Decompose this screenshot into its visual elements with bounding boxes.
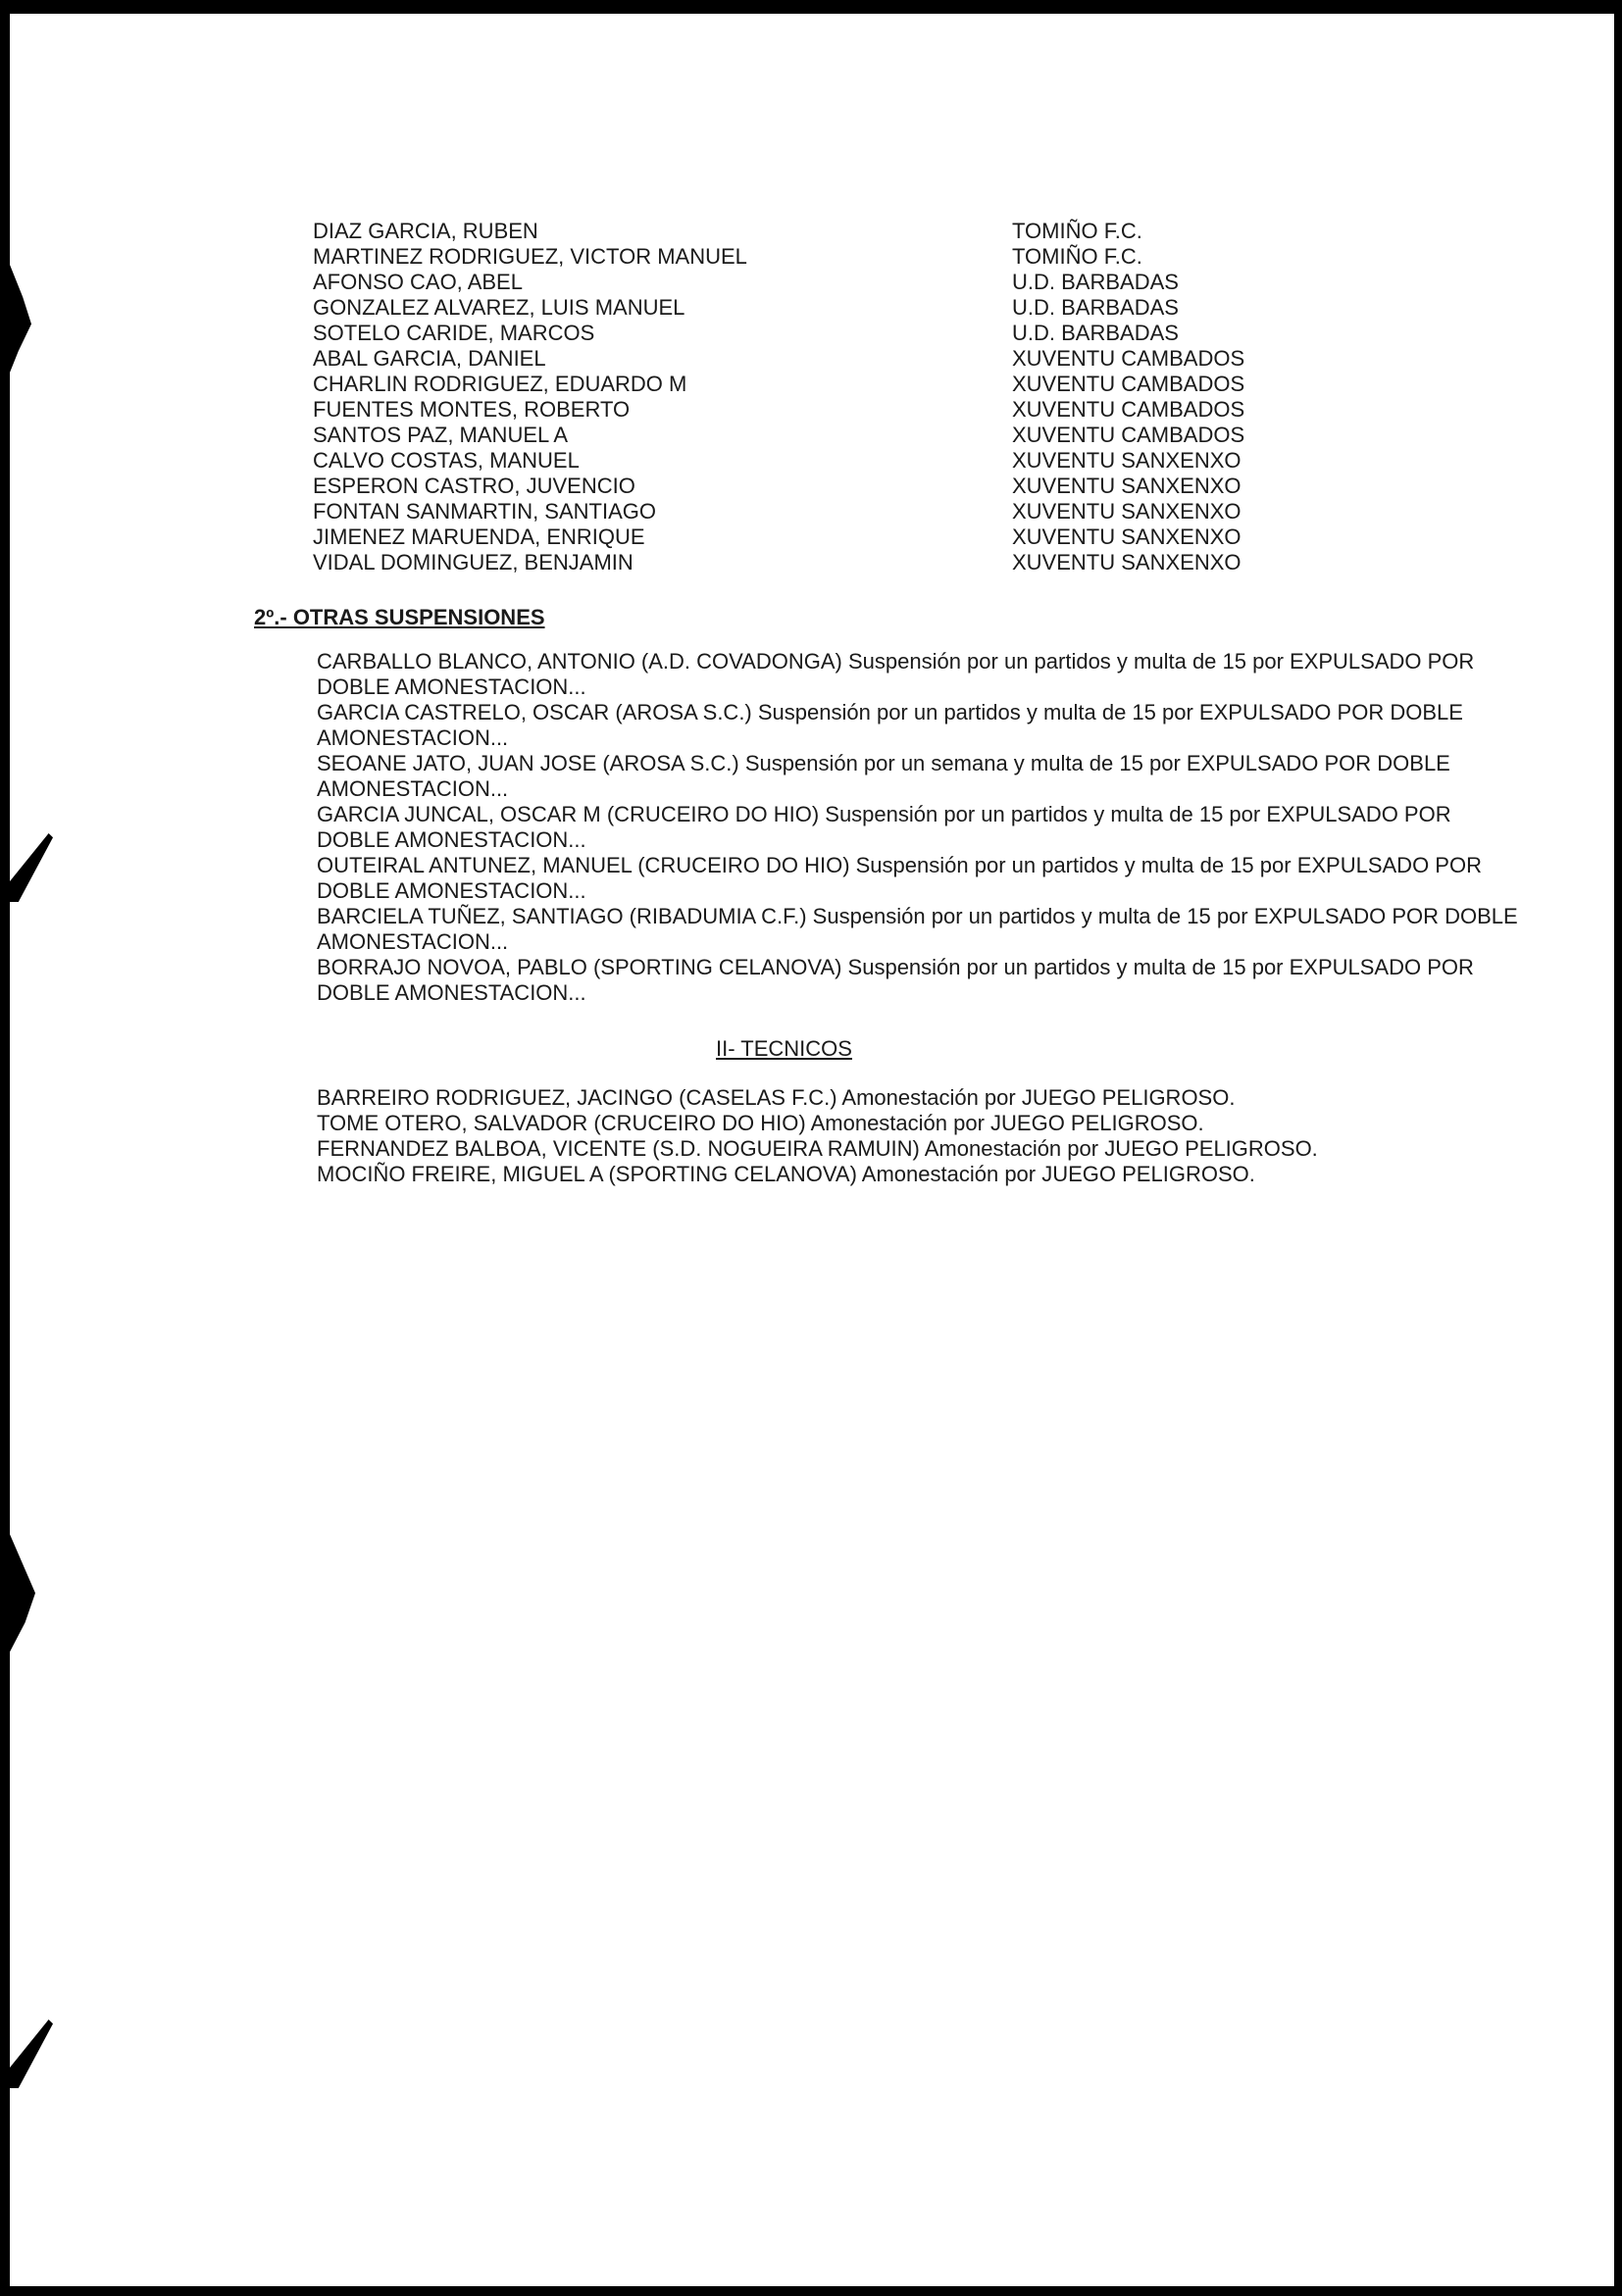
technician-item: BARREIRO RODRIGUEZ, JACINGO (CASELAS F.C.) Amonestación por JUEGO PELIGROSO. xyxy=(317,1085,1236,1110)
player-club: U.D. BARBADAS xyxy=(1012,295,1179,320)
player-club: XUVENTU CAMBADOS xyxy=(1012,372,1245,396)
player-club: XUVENTU SANXENXO xyxy=(1012,474,1242,498)
player-name: ESPERON CASTRO, JUVENCIO xyxy=(313,474,635,498)
player-name: CALVO COSTAS, MANUEL xyxy=(313,448,580,473)
player-name: SOTELO CARIDE, MARCOS xyxy=(313,321,595,345)
player-club: U.D. BARBADAS xyxy=(1012,270,1179,294)
player-row xyxy=(0,474,1622,499)
player-row xyxy=(0,244,1622,270)
player-name: FONTAN SANMARTIN, SANTIAGO xyxy=(313,499,656,524)
technician-item: MOCIÑO FREIRE, MIGUEL A (SPORTING CELANOVA) Amonestación por JUEGO PELIGROSO. xyxy=(317,1162,1255,1186)
section-heading-other-suspensions: 2º.- OTRAS SUSPENSIONES xyxy=(254,605,545,629)
player-row xyxy=(0,270,1622,295)
player-row xyxy=(0,499,1622,524)
player-name: CHARLIN RODRIGUEZ, EDUARDO M xyxy=(313,372,687,396)
suspension-item: OUTEIRAL ANTUNEZ, MANUEL (CRUCEIRO DO HIO) Suspensión por un partidos y multa de 15 por EXPULSADO POR DOBLE AMONESTACION... xyxy=(317,853,1482,903)
suspension-item: BORRAJO NOVOA, PABLO (SPORTING CELANOVA) Suspensión por un partidos y multa de 15 por EXPULSADO POR DOBLE AMONESTACION... xyxy=(317,955,1474,1005)
suspension-item: GARCIA JUNCAL, OSCAR M (CRUCEIRO DO HIO) Suspensión por un partidos y multa de 15 por EXPULSADO POR DOBLE AMONESTACION... xyxy=(317,802,1451,852)
player-row xyxy=(0,524,1622,550)
suspension-item: GARCIA CASTRELO, OSCAR (AROSA S.C.) Suspensión por un partidos y multa de 15 por EXPULSADO POR DOBLE AMONESTACION... xyxy=(317,700,1463,750)
player-club: XUVENTU CAMBADOS xyxy=(1012,397,1245,422)
player-row xyxy=(0,346,1622,372)
player-club: XUVENTU SANXENXO xyxy=(1012,550,1242,574)
player-row xyxy=(0,372,1622,397)
player-row xyxy=(0,448,1622,474)
player-club: TOMIÑO F.C. xyxy=(1012,244,1142,269)
player-club: XUVENTU CAMBADOS xyxy=(1012,423,1245,447)
technician-item: FERNANDEZ BALBOA, VICENTE (S.D. NOGUEIRA RAMUIN) Amonestación por JUEGO PELIGROSO. xyxy=(317,1136,1318,1161)
player-club: XUVENTU SANXENXO xyxy=(1012,524,1242,549)
section-heading-technicians: II- TECNICOS xyxy=(716,1036,852,1061)
player-name: VIDAL DOMINGUEZ, BENJAMIN xyxy=(313,550,634,574)
player-row xyxy=(0,321,1622,346)
player-row xyxy=(0,397,1622,423)
player-name: AFONSO CAO, ABEL xyxy=(313,270,523,294)
player-row xyxy=(0,295,1622,321)
other-suspensions-list xyxy=(317,649,1518,1006)
suspension-item: BARCIELA TUÑEZ, SANTIAGO (RIBADUMIA C.F.) Suspensión por un partidos y multa de 15 por EXPULSADO POR DOBLE AMONESTACION... xyxy=(317,904,1518,954)
player-club: XUVENTU SANXENXO xyxy=(1012,448,1242,473)
player-row xyxy=(0,219,1622,244)
suspension-item: CARBALLO BLANCO, ANTONIO (A.D. COVADONGA) Suspensión por un partidos y multa de 15 por EXPULSADO POR DOBLE AMONESTACION... xyxy=(317,649,1475,699)
player-club-list xyxy=(0,219,1622,575)
player-name: ABAL GARCIA, DANIEL xyxy=(313,346,546,371)
player-club: TOMIÑO F.C. xyxy=(1012,219,1142,243)
player-club: XUVENTU SANXENXO xyxy=(1012,499,1242,524)
player-name: SANTOS PAZ, MANUEL A xyxy=(313,423,568,447)
player-row xyxy=(0,423,1622,448)
player-club: XUVENTU CAMBADOS xyxy=(1012,346,1245,371)
player-name: DIAZ GARCIA, RUBEN xyxy=(313,219,538,243)
player-name: GONZALEZ ALVAREZ, LUIS MANUEL xyxy=(313,295,685,320)
technician-item: TOME OTERO, SALVADOR (CRUCEIRO DO HIO) Amonestación por JUEGO PELIGROSO. xyxy=(317,1111,1204,1135)
player-name: FUENTES MONTES, ROBERTO xyxy=(313,397,631,422)
suspension-item: SEOANE JATO, JUAN JOSE (AROSA S.C.) Suspensión por un semana y multa de 15 por EXPULSADO POR DOBLE AMONESTACION... xyxy=(317,751,1450,801)
player-name: JIMENEZ MARUENDA, ENRIQUE xyxy=(313,524,645,549)
technicians-list xyxy=(317,1085,1518,1187)
player-row xyxy=(0,550,1622,575)
player-name: MARTINEZ RODRIGUEZ, VICTOR MANUEL xyxy=(313,244,747,269)
player-club: U.D. BARBADAS xyxy=(1012,321,1179,345)
